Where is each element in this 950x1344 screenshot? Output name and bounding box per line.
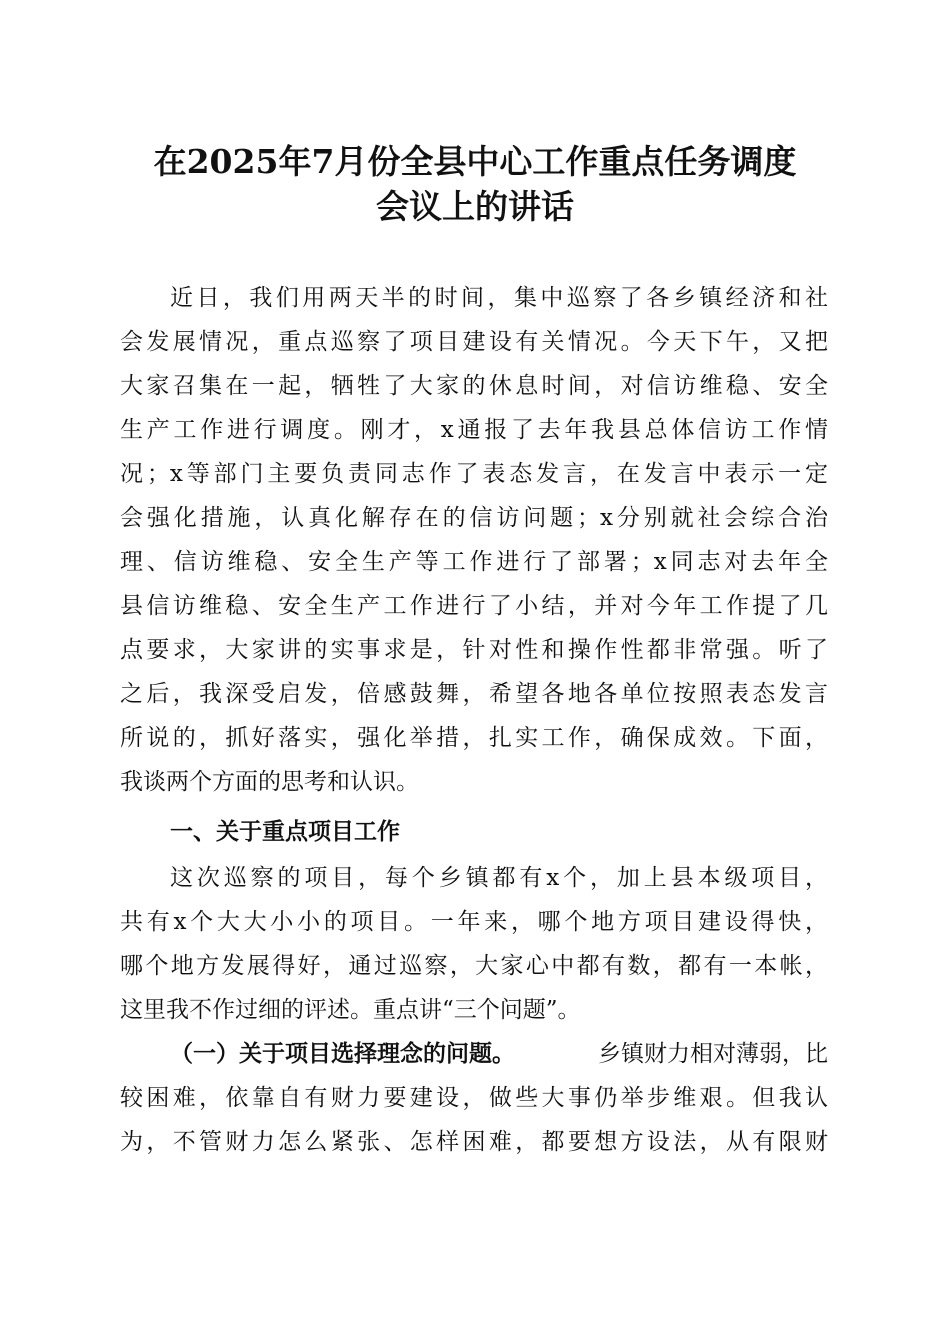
paragraph-line: 为，不管财力怎么紧张、怎样困难，都要想方设法，从有限财 xyxy=(120,1129,828,1155)
paragraph-line: 点要求，大家讲的实事求是，针对性和操作性都非常强。听了 xyxy=(120,637,828,663)
paragraph-line: 之后，我深受启发，倍感鼓舞，希望各地各单位按照表态发言 xyxy=(120,681,828,707)
paragraph-line: 较困难，依靠自有财力要建设，做些大事仍举步维艰。但我认 xyxy=(120,1085,828,1111)
paragraph-line: 共有x个大大小小的项目。一年来，哪个地方项目建设得快， xyxy=(120,909,828,935)
document-title-line-1: 在2025年7月份全县中心工作重点任务调度 xyxy=(153,142,797,181)
paragraph-line: 哪个地方发展得好，通过巡察，大家心中都有数，都有一本帐， xyxy=(120,953,828,979)
paragraph-line: 我谈两个方面的思考和认识。 xyxy=(120,769,419,795)
paragraph-line: 所说的，抓好落实，强化举措，扎实工作，确保成效。下面， xyxy=(120,725,828,751)
paragraph-line: 大家召集在一起，牺牲了大家的休息时间，对信访维稳、安全 xyxy=(120,373,828,399)
paragraph-line: 况；x等部门主要负责同志作了表态发言，在发言中表示一定 xyxy=(120,461,828,487)
document-title-line-2: 会议上的讲话 xyxy=(376,187,574,226)
paragraph-line: 理、信访维稳、安全生产等工作进行了部署；x同志对去年全 xyxy=(120,549,828,575)
paragraph-line: 这次巡察的项目，每个乡镇都有x个，加上县本级项目， xyxy=(170,865,828,891)
paragraph-line: 会强化措施，认真化解存在的信访问题；x分别就社会综合治 xyxy=(120,505,828,531)
section-heading: 一、关于重点项目工作 xyxy=(170,819,400,845)
paragraph-line: 这里我不作过细的评述。重点讲“三个问题”。 xyxy=(120,997,581,1023)
subsection-line xyxy=(170,1039,828,1069)
paragraph-line: 近日，我们用两天半的时间，集中巡察了各乡镇经济和社 xyxy=(170,285,828,311)
paragraph-line: 会发展情况，重点巡察了项目建设有关情况。今天下午，又把 xyxy=(120,329,828,355)
subsection-heading: （一）关于项目选择理念的问题。 xyxy=(170,1041,515,1067)
paragraph-line: 生产工作进行调度。刚才，x通报了去年我县总体信访工作情 xyxy=(120,417,828,443)
paragraph-text: 乡镇财力相对薄弱，比 xyxy=(598,1041,828,1067)
paragraph-line: 县信访维稳、安全生产工作进行了小结，并对今年工作提了几 xyxy=(120,593,828,619)
